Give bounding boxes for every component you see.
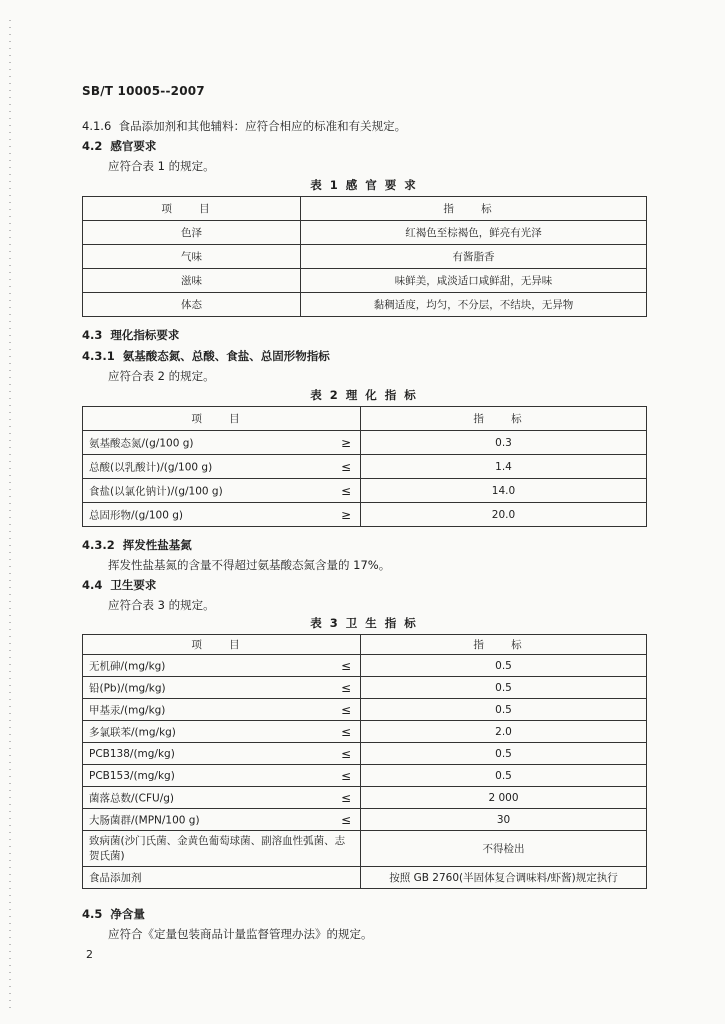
clause-title: 氨基酸态氮、总酸、食盐、总固形物指标: [122, 349, 330, 363]
table-row: [83, 479, 647, 503]
clause-number: 4.1.6: [82, 119, 112, 133]
row-item: PCB153/(mg/kg): [89, 769, 175, 782]
column-header-value: 指 标: [361, 635, 647, 655]
table-row: [83, 867, 647, 889]
table-row: [83, 677, 647, 699]
clause-4-5-heading: [82, 906, 145, 922]
table-row: [83, 699, 647, 721]
clause-4-1-6: [82, 118, 406, 134]
column-header-value: 指 标: [361, 407, 647, 431]
row-item: 食品添加剂: [83, 867, 361, 889]
row-item-cell: [83, 809, 361, 831]
clause-4-3-1-heading: [82, 348, 330, 364]
row-value: 2 000: [361, 787, 647, 809]
row-operator: ≤: [341, 483, 352, 498]
row-value: 按照 GB 2760(半固体复合调味料/虾酱)规定执行: [361, 867, 647, 889]
column-header-item: 项 目: [83, 197, 301, 221]
clause-4-3-1-text: 应符合表 2 的规定。: [108, 369, 215, 383]
table-row: [83, 655, 647, 677]
row-item-cell: [83, 699, 361, 721]
row-item: 食盐(以氯化钠计)/(g/100 g): [89, 485, 223, 497]
table-2-physicochemical: [82, 406, 647, 527]
column-header-item: 项 目: [83, 407, 361, 431]
table-row: [83, 269, 647, 293]
table-row: [83, 809, 647, 831]
row-value: 黏稠适度，均匀，不分层，不结块，无异物: [301, 293, 647, 317]
row-item-cell: [83, 721, 361, 743]
clause-number: 4.4: [82, 578, 103, 592]
row-value: 0.5: [361, 655, 647, 677]
table-row: [83, 787, 647, 809]
table-row: [83, 245, 647, 269]
row-item: 铅(Pb)/(mg/kg): [89, 682, 166, 694]
row-operator: ≤: [341, 658, 352, 673]
table-row: [83, 765, 647, 787]
row-operator: ≤: [341, 768, 352, 783]
row-item: 多氯联苯/(mg/kg): [89, 726, 176, 738]
row-item: 氨基酸态氮/(g/100 g): [89, 437, 194, 449]
row-item-cell: [83, 655, 361, 677]
table-header-row: [83, 197, 647, 221]
row-value: 30: [361, 809, 647, 831]
table-row: [83, 221, 647, 245]
row-value: 20.0: [361, 503, 647, 527]
clause-number: 4.3: [82, 328, 103, 342]
row-item-cell: [83, 743, 361, 765]
row-operator: ≤: [341, 702, 352, 717]
column-header-value: 指 标: [301, 197, 647, 221]
column-header-item: 项 目: [83, 635, 361, 655]
table-1-caption: 表 1 感 官 要 求: [310, 178, 418, 192]
clause-number: 4.5: [82, 907, 103, 921]
table-row: [83, 455, 647, 479]
row-item-cell: [83, 503, 361, 527]
scan-edge-dots: [9, 20, 11, 1010]
clause-4-4-heading: [82, 577, 156, 593]
table-header-row: [83, 635, 647, 655]
clause-4-3-2-heading: [82, 537, 192, 553]
row-item: 菌落总数/(CFU/g): [89, 792, 174, 804]
clause-4-2-heading: [82, 138, 156, 154]
table-row: [83, 721, 647, 743]
clause-4-3-heading: [82, 327, 179, 343]
row-item: 致病菌(沙门氏菌、金黄色葡萄球菌、副溶血性弧菌、志贺氏菌): [83, 831, 361, 867]
row-value: 0.3: [361, 431, 647, 455]
row-operator: ≤: [341, 724, 352, 739]
row-value: 2.0: [361, 721, 647, 743]
table-3-hygiene: [82, 634, 647, 889]
row-operator: ≥: [341, 507, 352, 522]
row-operator: ≤: [341, 746, 352, 761]
row-item-cell: [83, 787, 361, 809]
row-value: 0.5: [361, 743, 647, 765]
row-value: 有酱脂香: [301, 245, 647, 269]
row-value: 0.5: [361, 699, 647, 721]
row-value: 14.0: [361, 479, 647, 503]
row-item: 体态: [83, 293, 301, 317]
table-1-sensory: [82, 196, 647, 317]
clause-4-2-text: 应符合表 1 的规定。: [108, 159, 215, 173]
row-value: 0.5: [361, 765, 647, 787]
row-value: 0.5: [361, 677, 647, 699]
clause-title: 挥发性盐基氮: [122, 538, 192, 552]
row-item: 无机砷/(mg/kg): [89, 660, 166, 672]
row-item-cell: [83, 431, 361, 455]
row-operator: ≤: [341, 812, 352, 827]
clause-text: 食品添加剂和其他辅料：应符合相应的标准和有关规定。: [118, 119, 407, 133]
row-item: 总固形物/(g/100 g): [89, 509, 183, 521]
clause-number: 4.3.1: [82, 349, 115, 363]
clause-number: 4.3.2: [82, 538, 115, 552]
row-operator: ≤: [341, 790, 352, 805]
row-value: 味鲜美，咸淡适口咸鲜甜，无异味: [301, 269, 647, 293]
row-item: PCB138/(mg/kg): [89, 747, 175, 760]
row-operator: ≤: [341, 680, 352, 695]
row-operator: ≥: [341, 435, 352, 450]
row-item-cell: [83, 479, 361, 503]
row-item: 滋味: [83, 269, 301, 293]
row-item: 总酸(以乳酸计)/(g/100 g): [89, 461, 213, 473]
row-item: 色泽: [83, 221, 301, 245]
row-value: 不得检出: [361, 831, 647, 867]
clause-4-5-text: 应符合《定量包装商品计量监督管理办法》的规定。: [108, 927, 373, 941]
clause-4-3-2-text: 挥发性盐基氮的含量不得超过氨基酸态氮含量的 17%。: [108, 558, 391, 572]
clause-4-4-text: 应符合表 3 的规定。: [108, 598, 215, 612]
clause-title: 理化指标要求: [110, 328, 180, 342]
row-operator: ≤: [341, 459, 352, 474]
row-item-cell: [83, 765, 361, 787]
clause-title: 卫生要求: [110, 578, 157, 592]
table-2-caption: 表 2 理 化 指 标: [310, 388, 418, 402]
clause-number: 4.2: [82, 139, 103, 153]
table-header-row: [83, 407, 647, 431]
row-value: 红褐色至棕褐色，鲜亮有光泽: [301, 221, 647, 245]
row-item-cell: [83, 455, 361, 479]
row-item: 气味: [83, 245, 301, 269]
table-row: [83, 503, 647, 527]
page-number: 2: [86, 948, 93, 961]
row-value: 1.4: [361, 455, 647, 479]
table-row: [83, 431, 647, 455]
table-row: [83, 831, 647, 867]
row-item: 大肠菌群/(MPN/100 g): [89, 814, 200, 826]
standard-code: SB/T 10005--2007: [82, 84, 205, 98]
table-3-caption: 表 3 卫 生 指 标: [310, 616, 418, 630]
table-row: [83, 293, 647, 317]
table-row: [83, 743, 647, 765]
clause-title: 感官要求: [110, 139, 157, 153]
clause-title: 净含量: [110, 907, 145, 921]
row-item-cell: [83, 677, 361, 699]
row-item: 甲基汞/(mg/kg): [89, 704, 166, 716]
